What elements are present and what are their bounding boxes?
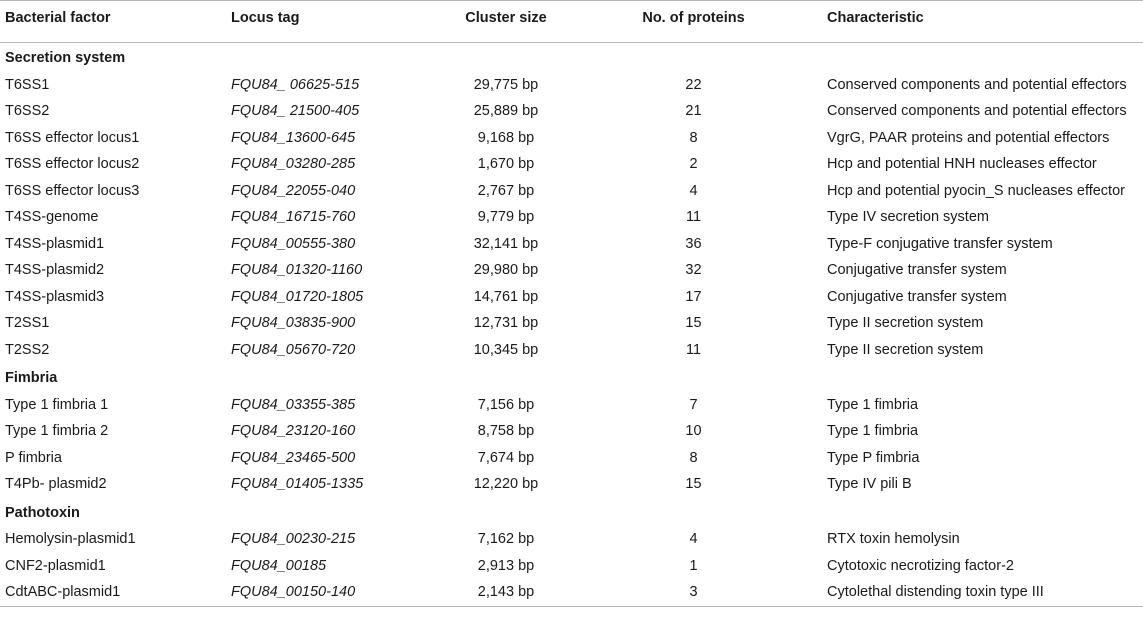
cluster-size-cell: 32,141 bp	[473, 235, 539, 252]
table-body	[0, 43, 1143, 607]
table-row	[0, 151, 1143, 178]
locus-tag-cell: FQU84_00185	[231, 557, 327, 574]
cluster-size-cell: 29,980 bp	[473, 262, 539, 279]
characteristic-cell: Hcp and potential pyocin_S nucleases effector	[827, 182, 1125, 199]
locus-tag-cell: FQU84_01405-1335	[231, 476, 364, 493]
protein-count-cell: 7	[689, 396, 698, 413]
factor-cell: P fimbria	[5, 449, 62, 466]
cluster-size-cell: 25,889 bp	[473, 103, 539, 120]
section-header-row	[0, 363, 1143, 392]
factor-cell: T2SS1	[5, 315, 50, 332]
section-title: Secretion system	[5, 50, 126, 67]
characteristic-cell: Type IV secretion system	[827, 209, 989, 226]
header-cluster-size: Cluster size	[465, 10, 547, 26]
section-header-row	[0, 43, 1143, 72]
characteristic-cell: Type II secretion system	[827, 341, 984, 358]
factor-cell: Hemolysin-plasmid1	[5, 531, 136, 548]
table-row	[0, 125, 1143, 152]
locus-tag-cell: FQU84_ 06625-515	[231, 76, 360, 93]
cluster-size-cell: 2,767 bp	[477, 182, 535, 199]
table-row	[0, 445, 1143, 472]
factor-cell: T6SS effector locus2	[5, 156, 140, 173]
cluster-size-cell: 9,779 bp	[477, 209, 535, 226]
cluster-size-cell: 2,143 bp	[477, 584, 535, 601]
factor-cell: CNF2-plasmid1	[5, 557, 106, 574]
protein-count-cell: 3	[689, 584, 698, 601]
table-row	[0, 72, 1143, 99]
protein-count-cell: 15	[685, 315, 702, 332]
locus-tag-cell: FQU84_01720-1805	[231, 288, 364, 305]
cluster-size-cell: 12,220 bp	[473, 476, 539, 493]
section-title: Fimbria	[5, 370, 58, 387]
protein-count-cell: 11	[685, 341, 702, 358]
factor-cell: T4SS-plasmid2	[5, 262, 105, 279]
locus-tag-cell: FQU84_16715-760	[231, 209, 356, 226]
factor-cell: T6SS1	[5, 76, 50, 93]
table-row	[0, 231, 1143, 258]
table-row	[0, 471, 1143, 498]
cluster-size-cell: 14,761 bp	[473, 288, 539, 305]
protein-count-cell: 8	[689, 129, 698, 146]
cluster-size-cell: 7,674 bp	[477, 449, 535, 466]
characteristic-cell: Type 1 fimbria	[827, 423, 919, 440]
factor-cell: T4SS-genome	[5, 209, 99, 226]
characteristic-cell: Type II secretion system	[827, 315, 984, 332]
characteristic-cell: Conjugative transfer system	[827, 288, 1007, 305]
characteristic-cell: Hcp and potential HNH nucleases effector	[827, 156, 1097, 173]
section-header-row	[0, 498, 1143, 527]
protein-count-cell: 21	[685, 103, 702, 120]
header-locus-tag: Locus tag	[231, 10, 300, 26]
header-characteristic: Characteristic	[827, 10, 924, 26]
locus-tag-cell: FQU84_23120-160	[231, 423, 356, 440]
factor-cell: T4SS-plasmid3	[5, 288, 105, 305]
table-row	[0, 257, 1143, 284]
factor-cell: T2SS2	[5, 341, 50, 358]
locus-tag-cell: FQU84_03835-900	[231, 315, 356, 332]
table-row	[0, 392, 1143, 419]
characteristic-cell: Type 1 fimbria	[827, 396, 919, 413]
characteristic-cell: Type P fimbria	[827, 449, 920, 466]
protein-count-cell: 10	[685, 423, 702, 440]
factor-cell: T6SS effector locus3	[5, 182, 140, 199]
cluster-size-cell: 12,731 bp	[473, 315, 539, 332]
protein-count-cell: 11	[685, 209, 702, 226]
locus-tag-cell: FQU84_03355-385	[231, 396, 356, 413]
table-row	[0, 553, 1143, 580]
cluster-size-cell: 2,913 bp	[477, 557, 535, 574]
characteristic-cell: Cytotoxic necrotizing factor-2	[827, 557, 1014, 574]
characteristic-cell: RTX toxin hemolysin	[827, 531, 960, 548]
table-row	[0, 526, 1143, 553]
factor-cell: T4SS-plasmid1	[5, 235, 105, 252]
section-title: Pathotoxin	[5, 504, 80, 521]
locus-tag-cell: FQU84_05670-720	[231, 341, 356, 358]
table-row	[0, 337, 1143, 364]
protein-count-cell: 17	[685, 288, 702, 305]
characteristic-cell: Conserved components and potential effectors	[827, 76, 1127, 93]
header-no-of-proteins: No. of proteins	[642, 10, 745, 26]
factor-cell: Type 1 fimbria 1	[5, 396, 109, 413]
factor-cell: T6SS effector locus1	[5, 129, 140, 146]
cluster-size-cell: 7,156 bp	[477, 396, 535, 413]
characteristic-cell: Cytolethal distending toxin type III	[827, 584, 1044, 601]
cluster-size-cell: 29,775 bp	[473, 76, 539, 93]
characteristic-cell: VgrG, PAAR proteins and potential effectors	[827, 129, 1110, 146]
table-row	[0, 98, 1143, 125]
protein-count-cell: 36	[685, 235, 702, 252]
factor-cell: T4Pb- plasmid2	[5, 476, 107, 493]
cluster-size-cell: 9,168 bp	[477, 129, 535, 146]
protein-count-cell: 22	[685, 76, 702, 93]
table-row	[0, 418, 1143, 445]
locus-tag-cell: FQU84_03280-285	[231, 156, 356, 173]
cluster-size-cell: 8,758 bp	[477, 423, 535, 440]
cluster-size-cell: 1,670 bp	[477, 156, 535, 173]
table-row	[0, 204, 1143, 231]
table-row	[0, 284, 1143, 311]
characteristic-cell: Type IV pili B	[827, 476, 912, 493]
protein-count-cell: 32	[685, 262, 702, 279]
cluster-size-cell: 10,345 bp	[473, 341, 539, 358]
locus-tag-cell: FQU84_ 21500-405	[231, 103, 360, 120]
factor-cell: T6SS2	[5, 103, 50, 120]
characteristic-cell: Type-F conjugative transfer system	[827, 235, 1053, 252]
locus-tag-cell: FQU84_00150-140	[231, 584, 356, 601]
header-row	[0, 1, 1143, 43]
characteristic-cell: Conserved components and potential effectors	[827, 103, 1127, 120]
locus-tag-cell: FQU84_13600-645	[231, 129, 356, 146]
protein-count-cell: 8	[689, 449, 698, 466]
protein-count-cell: 2	[689, 156, 698, 173]
locus-tag-cell: FQU84_22055-040	[231, 182, 356, 199]
table-row	[0, 579, 1143, 606]
table-header	[0, 1, 1143, 43]
locus-tag-cell: FQU84_00555-380	[231, 235, 356, 252]
header-bacterial-factor: Bacterial factor	[5, 10, 111, 26]
factor-cell: CdtABC-plasmid1	[5, 584, 121, 601]
protein-count-cell: 4	[689, 182, 698, 199]
table-row	[0, 310, 1143, 337]
locus-tag-cell: FQU84_23465-500	[231, 449, 356, 466]
table-row	[0, 178, 1143, 205]
cluster-size-cell: 7,162 bp	[477, 531, 535, 548]
characteristic-cell: Conjugative transfer system	[827, 262, 1007, 279]
protein-count-cell: 1	[689, 557, 698, 574]
locus-tag-cell: FQU84_01320-1160	[231, 262, 363, 279]
protein-count-cell: 15	[685, 476, 702, 493]
protein-count-cell: 4	[689, 531, 698, 548]
factor-cell: Type 1 fimbria 2	[5, 423, 109, 440]
locus-tag-cell: FQU84_00230-215	[231, 531, 356, 548]
